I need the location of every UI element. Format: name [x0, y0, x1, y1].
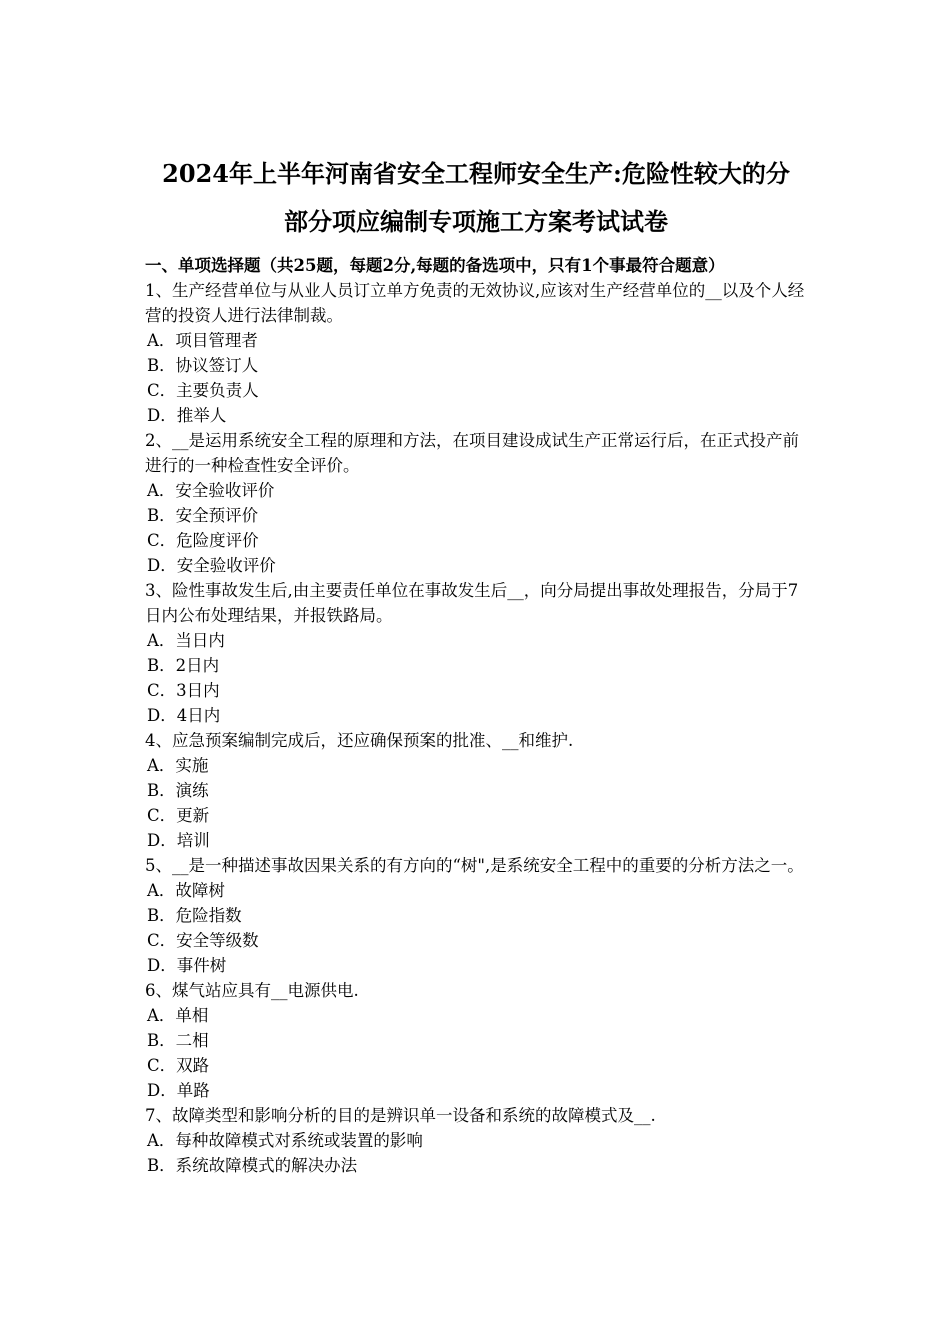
option-c: C．危险度评价: [147, 531, 259, 550]
question-2: [145, 428, 807, 578]
document-title-line-2: 部分项应编制专项施工方案考试试卷: [284, 207, 668, 236]
option-a: A．故障树: [147, 881, 225, 900]
option-c: C．主要负责人: [147, 381, 259, 400]
option-d: D．单路: [147, 1081, 210, 1100]
question-7: [145, 1103, 807, 1178]
option-b: B．协议签订人: [147, 356, 259, 375]
option-c: C．双路: [147, 1056, 210, 1075]
question-4: [145, 728, 807, 853]
option-c: C．更新: [147, 806, 210, 825]
document-page: [145, 150, 807, 1178]
question-1: [145, 278, 807, 428]
option-a: A．单相: [147, 1006, 209, 1025]
document-title-line-1: 2024年上半年河南省安全工程师安全生产:危险性较大的分: [162, 159, 790, 188]
option-a: A．实施: [147, 756, 209, 775]
option-b: B．安全预评价: [147, 506, 259, 525]
option-a: A．安全验收评价: [147, 481, 275, 500]
option-d: D．安全验收评价: [147, 556, 276, 575]
option-d: D．事件树: [147, 956, 227, 975]
question-stem: 5、__是一种描述事故因果关系的有方向的“树",是系统安全工程中的重要的分析方法之一。: [145, 856, 804, 875]
question-5: [145, 853, 807, 978]
option-d: D．培训: [147, 831, 210, 850]
question-stem: 2、__是运用系统安全工程的原理和方法，在项目建设成试生产正常运行后，在正式投产前进行的一种检查性安全评价。: [145, 431, 799, 475]
question-3: [145, 578, 807, 728]
question-stem: 1、生产经营单位与从业人员订立单方免责的无效协议,应该对生产经营单位的__以及个人经营的投资人进行法律制裁。: [145, 281, 805, 325]
option-b: B．二相: [147, 1031, 209, 1050]
option-b: B．系统故障模式的解决办法: [147, 1156, 358, 1175]
option-c: C．3日内: [147, 681, 220, 700]
section-heading: 一、单项选择题（共25题，每题2分,每题的备选项中，只有1个事最符合题意）: [145, 256, 725, 275]
option-a: A．项目管理者: [147, 331, 258, 350]
option-b: B．演练: [147, 781, 209, 800]
question-stem: 6、煤气站应具有__电源供电.: [145, 981, 359, 1000]
option-c: C．安全等级数: [147, 931, 259, 950]
question-stem: 7、故障类型和影响分析的目的是辨识单一设备和系统的故障模式及__.: [145, 1106, 656, 1125]
question-stem: 3、险性事故发生后,由主要责任单位在事故发生后__，向分局提出事故处理报告，分局于7日内公布处理结果，并报铁路局。: [145, 581, 799, 625]
option-b: B．2日内: [147, 656, 220, 675]
option-b: B．危险指数: [147, 906, 242, 925]
option-a: A．每种故障模式对系统或装置的影响: [147, 1131, 423, 1150]
option-a: A．当日内: [147, 631, 225, 650]
option-d: D．推举人: [147, 406, 227, 425]
question-stem: 4、应急预案编制完成后，还应确保预案的批准、__和维护.: [145, 731, 574, 750]
option-d: D．4日内: [147, 706, 221, 725]
question-6: [145, 978, 807, 1103]
